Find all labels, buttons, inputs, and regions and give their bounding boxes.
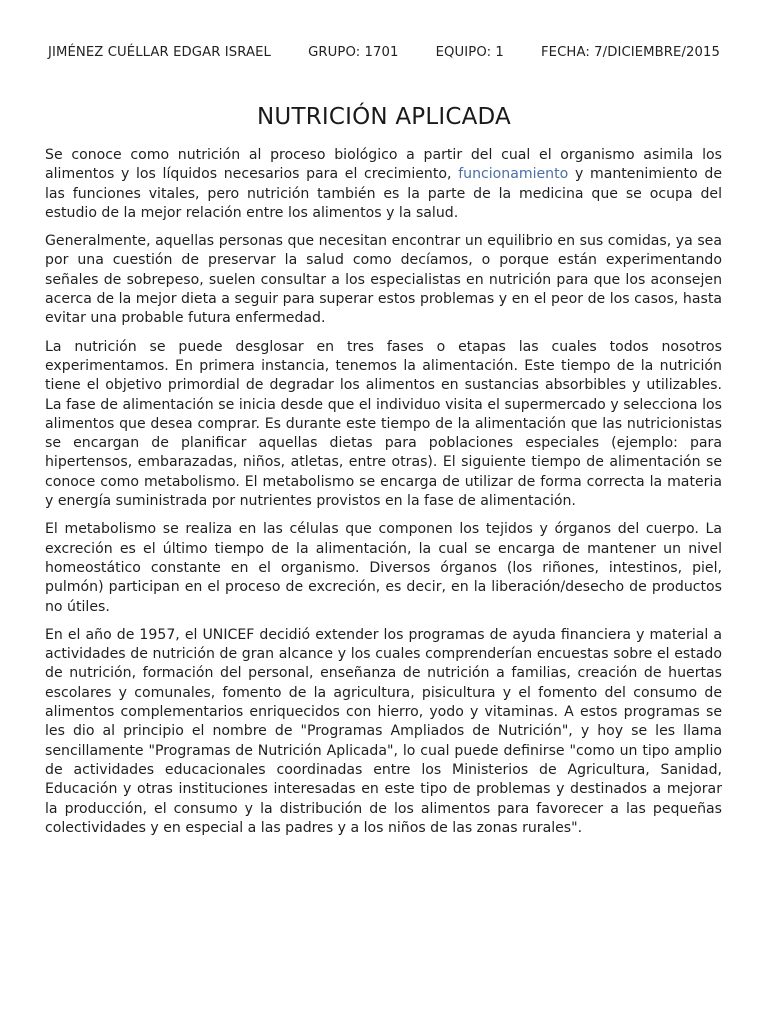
document-header (48, 45, 720, 60)
paragraph-1 (45, 146, 722, 223)
paragraph-1-text-after: y mantenimiento de las funciones vitales, pero nutrición también es la parte de la medicina que se ocupa del estudio de la mejor relación entre los alimentos y la salud. (45, 166, 723, 221)
team-label: EQUIPO: 1 (435, 45, 504, 60)
paragraph-5: En el año de 1957, el UNICEF decidió extender los programas de ayuda financiera y material a actividades de nutrición de gran alcance y los cuales comprenderían encuestas sobre el estado de nutrición, formación del personal, enseñanza de nutrición a familias, creación de huertas escolares y comunales, fomento de la agricultura, pisicultura y el fomento del consumo de alimentos complementarios enriquecidos con hierro, yodo y vitaminas. A estos programas se les dio al principio el nombre de "Programas Ampliados de Nutrición", y hoy se les llama sencillamente "Programas de Nutrición Aplicada", lo cual puede definirse "como un tipo amplio de actividades educacionales coordinadas entre los Ministerios de Agricultura, Sanidad, Educación y otras instituciones interesadas en este tipo de problemas y destinados a mejorar la producción, el consumo y la distribución de los alimentos para favorecer a las pequeñas colectividades y en especial a las padres y a los niños de las zonas rurales". (45, 626, 722, 836)
author-name: JIMÉNEZ CUÉLLAR EDGAR ISRAEL (48, 45, 271, 60)
document-title: NUTRICIÓN APLICADA (257, 104, 511, 130)
date-label: FECHA: 7/DICIEMBRE/2015 (541, 45, 720, 60)
document-body (45, 146, 722, 847)
paragraph-4: El metabolismo se realiza en las células que componen los tejidos y órganos del cuerpo. La excreción es el último tiempo de la alimentación, la cual se encarga de mantener un nivel homeostático constante en el organismo. Diversos órganos (los riñones, intestinos, piel, pulmón) participan en el proceso de excreción, es decir, en la liberación/desecho de productos no útiles. (45, 521, 722, 615)
paragraph-3: La nutrición se puede desglosar en tres fases o etapas las cuales todos nosotros experimentamos. En primera instancia, tenemos la alimentación. Este tiempo de la nutrición tiene el objetivo primordial de degradar los alimentos en sustancias absorbibles y utilizables. La fase de alimentación se inicia desde que el individuo visita el supermercado y selecciona los alimentos que desea comprar. Es durante este tiempo de la alimentación que las nutricionistas se encargan de planificar aquellas dietas para poblaciones especiales (ejemplo: para hipertensos, embarazadas, niños, atletas, entre otras). El siguiente tiempo de alimentación se conoce como metabolismo. El metabolismo se encarga de utilizar de forma correcta la materia y energía suministrada por nutrientes provistos en la fase de alimentación. (45, 338, 722, 510)
funcionamiento-link[interactable]: funcionamiento (458, 166, 569, 183)
paragraph-1-text-before: Se conoce como nutrición al proceso biológico a partir del cual el organismo asimila los alimentos y los líquidos necesarios para el crecimiento, (45, 147, 722, 183)
paragraph-2: Generalmente, aquellas personas que necesitan encontrar un equilibrio en sus comidas, ya sea por una cuestión de preservar la salud como decíamos, o porque están experimentando señales de sobrepeso, suelen consultar a los especialistas en nutrición para que los aconsejen acerca de la mejor dieta a seguir para superar estos problemas y en el peor de los casos, hasta evitar una probable futura enfermedad. (45, 233, 722, 327)
group-label: GRUPO: 1701 (308, 45, 399, 60)
